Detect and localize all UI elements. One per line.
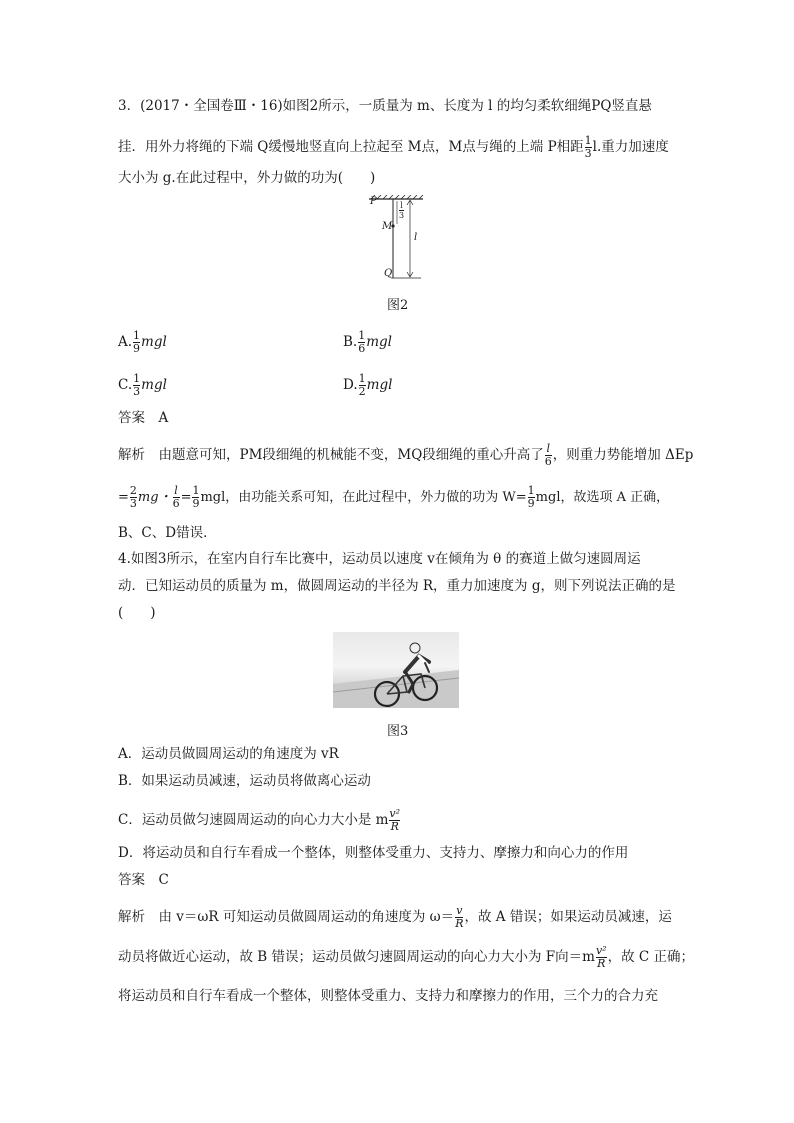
q4-line3: ( ) [118,605,156,621]
option-text: C．运动员做匀速圆周运动的向心力大小是 m [118,812,389,828]
label-l: l [414,232,418,243]
option-label: B. [343,334,358,350]
label-q: Q [384,268,393,279]
q3-analysis-line3: B、C、D错误． [118,525,217,541]
q3-line2b: l.重力加速度 [592,139,669,155]
q3-option-b [343,330,392,355]
analysis-text: ，故 A 错误；如果运动员减速，运 [464,909,672,925]
option-tail: mgl [366,334,392,350]
q3-line1: 3．(2017・全国卷Ⅲ・16)如图2所示，一质量为 m、长度为 l 的均匀柔软细绳PQ竖直悬 [118,98,652,114]
frac-num: l [546,442,551,455]
frac-num: v² [389,807,401,820]
tail: mgl，由功能关系可知，在此过程中，外力做的功为 W= [200,490,527,505]
frac-den: 9 [527,497,535,510]
analysis-text: 解析 由题意可知，PM段细绳的机械能不变，MQ段细绳的重心升高了 [118,447,544,463]
frac-num: 1 [527,484,535,497]
q4-line1: 4.如图3所示，在室内自行车比赛中，运动员以速度 v在倾角为 θ 的赛道上做匀速圆周运 [118,551,641,567]
q4-answer: 答案 C [118,872,169,888]
eq: = [118,490,129,505]
option-tail: mgl [141,334,167,350]
frac-den: 2 [358,385,366,398]
frac-num: 1 [584,134,592,147]
mid: mg・ [137,490,172,505]
frac-num: v² [595,944,607,957]
l3-den: 3 [399,211,405,220]
q3-analysis-line1 [118,443,693,468]
analysis-text: 解析 由 v＝ωR 可知运动员做圆周运动的角速度为 ω＝ [118,909,455,925]
frac-den: 9 [133,342,141,355]
q4-analysis-line2 [118,945,694,970]
frac-num: v [456,904,463,917]
tail: mgl，故选项 A 正确， [535,490,670,505]
frac-num: 1 [192,484,200,497]
analysis-text: 动员将做近心运动，故 B 错误；运动员做匀速圆周运动的向心力大小为 F向＝m [118,949,595,965]
frac-num: l [174,484,178,497]
frac-den: 3 [133,385,141,398]
option-tail: mgl [141,377,167,393]
cyclist-photo [333,632,459,708]
q4-option-c [118,808,401,833]
frac-den: R [390,820,399,833]
frac-den: 3 [129,497,137,510]
cyclist-illustration [333,632,459,708]
q3-answer: 答案 A [118,410,169,426]
q4-analysis-line3: 将运动员和自行车看成一个整体，则整体受重力、支持力和摩擦力的作用，三个力的合力充 [118,988,658,1004]
frac-num: 1 [358,372,366,385]
analysis-text: ，故 C 正确； [607,949,695,965]
q4-option-b: B．如果运动员减速，运动员将做离心运动 [118,773,371,789]
frac-den: R [455,917,464,930]
q4-analysis-line1 [118,905,672,930]
l3-num: l [400,201,403,210]
q3-option-d [343,373,392,398]
analysis-text: ，则重力势能增加 ΔEp [552,447,694,463]
q3-line3: 大小为 g.在此过程中，外力做的功为( ) [118,170,376,186]
frac-den: 6 [172,497,180,510]
q3-option-c [118,373,167,398]
q3-analysis-line2 [118,485,669,510]
figure3-caption: 图3 [387,724,409,739]
q3-option-a [118,330,167,355]
label-m: M [382,221,393,232]
label-l3 [399,201,404,220]
frac-den: R [597,957,606,970]
q4-line2: 动．已知运动员的质量为 m，做圆周运动的半径为 R，重力加速度为 g，则下列说法正确的是 [118,578,676,594]
eq: = [180,490,192,505]
label-p: P [370,196,377,207]
frac-den: 3 [584,147,592,160]
frac-num: 2 [129,484,137,497]
frac-den: 9 [192,497,200,510]
frac-den: 6 [544,455,552,468]
frac-num: 1 [133,372,141,385]
option-tail: mgl [366,377,393,393]
frac-num: 1 [358,329,366,342]
rider-helmet [410,643,420,653]
frac-den: 6 [358,342,366,355]
option-label: D. [343,377,358,393]
q3-fraction [585,135,592,160]
option-label: A. [118,334,133,350]
q3-line2a: 挂．用外力将绳的下端 Q缓慢地竖直向上拉起至 M点，M点与绳的上端 P相距 [118,139,584,155]
q4-option-d: D．将运动员和自行车看成一个整体，则整体受重力、支持力、摩擦力和向心力的作用 [118,845,629,861]
q4-option-a: A．运动员做圆周运动的角速度为 vR [118,746,339,762]
figure2-caption: 图2 [387,298,409,313]
option-label: C. [118,377,133,393]
ceiling-hatch [371,195,423,199]
q3-line2 [118,135,669,160]
frac-num: 1 [133,329,141,342]
